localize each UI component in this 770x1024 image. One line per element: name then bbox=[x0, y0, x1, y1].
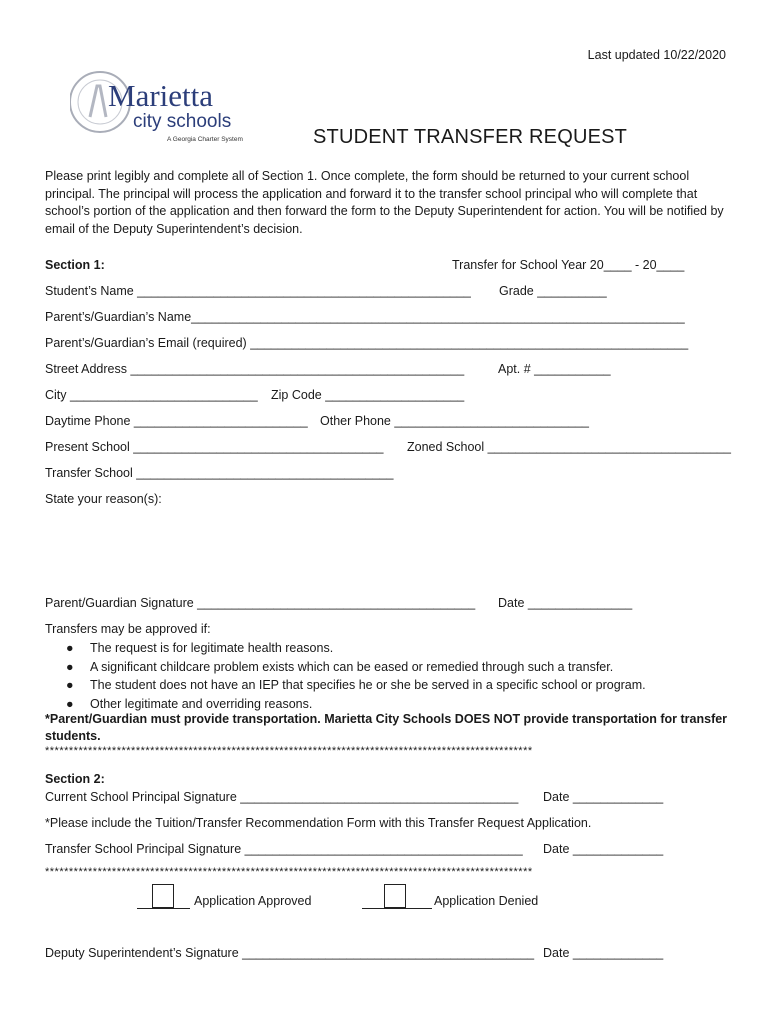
intro-paragraph: Please print legibly and complete all of Section 1. Once complete, the form should be returned to your current school principal. The principal will process the application and forward it to the transfer school principal who will complete that school’s portion of the application and then forward the form to the Deputy Superintendent for action. You will be notified by email of the Deputy Superintendent’s decision. bbox=[45, 169, 724, 236]
street-address-field[interactable]: Street Address ________________________________________________ bbox=[45, 362, 465, 376]
current-principal-signature-field[interactable]: Current School Principal Signature ________________________________________ bbox=[45, 790, 519, 804]
other-phone-field[interactable]: Other Phone ____________________________ bbox=[320, 414, 590, 428]
transport-note-line1: *Parent/Guardian must provide transportation. Marietta City Schools DOES NOT provide transportation for transfer bbox=[45, 712, 728, 726]
form-title: STUDENT TRANSFER REQUEST bbox=[313, 126, 628, 148]
tuition-note: *Please include the Tuition/Transfer Recommendation Form with this Transfer Request Application. bbox=[45, 816, 592, 830]
section1-label: Section 1: bbox=[45, 258, 105, 272]
bullet-icon: ● bbox=[66, 678, 74, 692]
section2-label: Section 2: bbox=[45, 772, 105, 786]
transfer-school-field[interactable]: Transfer School _____________________________________ bbox=[45, 466, 394, 480]
daytime-phone-field[interactable]: Daytime Phone _________________________ bbox=[45, 414, 308, 428]
student-name-field[interactable]: Student’s Name ________________________________________________ bbox=[45, 284, 471, 298]
city-field[interactable]: City ___________________________ bbox=[45, 388, 258, 402]
bullet-icon: ● bbox=[66, 696, 74, 711]
reasons-label: State your reason(s): bbox=[45, 492, 162, 506]
bullet-icon: ● bbox=[66, 641, 74, 655]
list-item: ● The student does not have an IEP that specifies he or she be served in a specific school or program. bbox=[66, 676, 646, 695]
approval-intro: Transfers may be approved if: bbox=[45, 622, 211, 636]
school-year-field[interactable]: Transfer for School Year 20____ - 20____ bbox=[452, 258, 685, 272]
list-item: ● The request is for legitimate health reasons. bbox=[66, 639, 646, 658]
logo-name-line2: city schools bbox=[133, 111, 232, 132]
logo-name-line1: Marietta bbox=[108, 78, 214, 113]
separator-stars: ****************************************************************************************************** bbox=[45, 745, 533, 757]
approval-reasons-list bbox=[66, 639, 646, 713]
approved-checkbox[interactable] bbox=[152, 884, 174, 908]
reasons-area[interactable] bbox=[45, 510, 725, 590]
bullet-icon: ● bbox=[66, 659, 74, 674]
logo-tagline: A Georgia Charter System bbox=[167, 136, 243, 143]
transfer-principal-date-field[interactable]: Date _____________ bbox=[543, 842, 664, 856]
approved-label: Application Approved bbox=[194, 894, 312, 908]
last-updated: Last updated 10/22/2020 bbox=[587, 48, 726, 62]
transport-note-line2: students. bbox=[45, 729, 101, 743]
transfer-principal-signature-field[interactable]: Transfer School Principal Signature ________________________________________ bbox=[45, 842, 523, 856]
list-item: ● Other legitimate and overriding reasons. bbox=[66, 695, 646, 714]
deputy-date-field[interactable]: Date _____________ bbox=[543, 946, 664, 960]
grade-field[interactable]: Grade __________ bbox=[499, 284, 607, 298]
present-school-field[interactable]: Present School ____________________________________ bbox=[45, 440, 384, 454]
guardian-name-field[interactable]: Parent’s/Guardian’s Name_______________________________________________________________________ bbox=[45, 310, 685, 324]
apt-field[interactable]: Apt. # ___________ bbox=[498, 362, 611, 376]
deputy-signature-field[interactable]: Deputy Superintendent’s Signature __________________________________________ bbox=[45, 946, 535, 960]
guardian-date-field[interactable]: Date _______________ bbox=[498, 596, 633, 610]
list-item: ● A significant childcare problem exists which can be eased or remedied through such a transfer. bbox=[66, 658, 646, 677]
denied-label: Application Denied bbox=[434, 894, 539, 908]
denied-checkbox[interactable] bbox=[384, 884, 406, 908]
zip-code-field[interactable]: Zip Code ____________________ bbox=[271, 388, 465, 402]
guardian-email-field[interactable]: Parent’s/Guardian’s Email (required) _______________________________________________________________ bbox=[45, 336, 689, 350]
separator-stars: ****************************************************************************************************** bbox=[45, 866, 533, 878]
zoned-school-field[interactable]: Zoned School ___________________________________ bbox=[407, 440, 731, 454]
current-principal-date-field[interactable]: Date _____________ bbox=[543, 790, 664, 804]
guardian-signature-field[interactable]: Parent/Guardian Signature ________________________________________ bbox=[45, 596, 476, 610]
marietta-city-schools-logo bbox=[70, 62, 250, 146]
